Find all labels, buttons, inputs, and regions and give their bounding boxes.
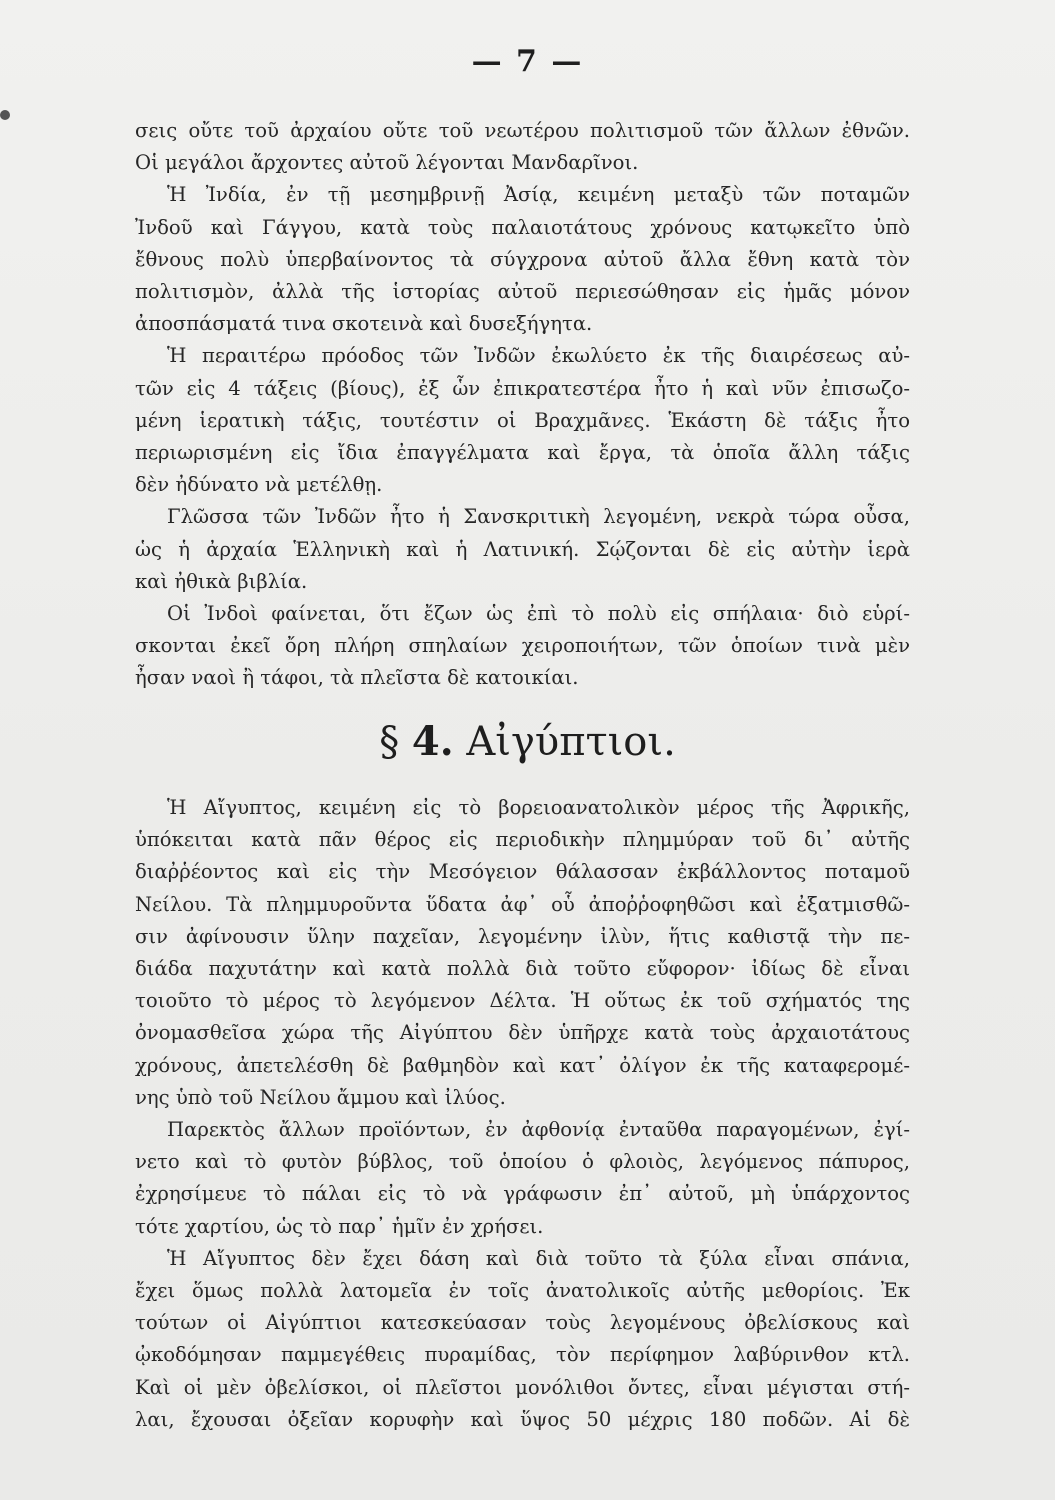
text-line: διαῤῥέοντος καὶ εἰς τὴν Μεσόγειον θάλασσαν ἐκβάλλοντος ποταμοῦ [135,860,910,884]
text-line: χρόνους, ἀπετελέσθη δὲ βαθμηδὸν καὶ κατ᾽ ὀλίγον ἐκ τῆς καταφερομέ- [135,1053,910,1077]
section-heading [0,716,1055,768]
text-line: ἀποσπάσματά τινα σκοτεινὰ καὶ δυσεξήγητα. [135,312,593,336]
text-line: ὀνομασθεῖσα χώρα τῆς Αἰγύπτου δὲν ὑπῆρχε κατὰ τοὺς ἀρχαιοτάτους [135,1021,910,1045]
text-line: Ἡ Αἴγυπτος δὲν ἔχει δάση καὶ διὰ τοῦτο τὰ ξύλα εἶναι σπάνια, [167,1246,910,1270]
text-line: σκονται ἐκεῖ ὄρη πλήρη σπηλαίων χειροποιήτων, τῶν ὁποίων τινὰ μὲν [135,634,910,658]
text-line: τότε χαρτίου, ὡς τὸ παρ᾽ ἡμῖν ἐν χρήσει. [135,1214,544,1238]
section-number: 4. [411,718,454,765]
text-line: τῶν εἰς 4 τάξεις (βίους), ἐξ ὧν ἐπικρατεστέρα ἦτο ἡ καὶ νῦν ἐπισωζο- [135,376,910,400]
text-line: ᾠκοδόμησαν παμμεγέθεις πυραμίδας, τὸν περίφημον λαβύρινθον κτλ. [135,1343,910,1367]
text-line: ὑπόκειται κατὰ πᾶν θέρος εἰς περιοδικὴν πλημμύραν τοῦ δι᾽ αὐτῆς [135,828,910,852]
text-line: ἔθνους πολὺ ὑπερβαίνοντος τὰ σύγχρονα αὐτοῦ ἄλλα ἔθνη κατὰ τὸν [135,247,910,271]
text-line: Ἡ Αἴγυπτος, κειμένη εἰς τὸ βορειοανατολικὸν μέρος τῆς Ἀφρικῆς, [167,796,910,819]
text-line: Καὶ οἱ μὲν ὀβελίσκοι, οἱ πλεῖστοι μονόλιθοι ὄντες, εἶναι μέγισται στή- [135,1375,910,1399]
text-block-india [135,115,910,695]
text-line: νετο καὶ τὸ φυτὸν βύβλος, τοῦ ὁποίου ὁ φλοιὸς, λεγόμενος πάπυρος, [135,1150,910,1174]
text-line: σεις οὔτε τοῦ ἀρχαίου οὔτε τοῦ νεωτέρου πολιτισμοῦ τῶν ἄλλων ἐθνῶν. [135,119,910,142]
text-line: μένη ἱερατικὴ τάξις, τουτέστιν οἱ Βραχμᾶνες. Ἑκάστη δὲ τάξις ἦτο [135,408,910,432]
section-sign: § [379,719,400,765]
text-line: περιωρισμένη εἰς ἴδια ἐπαγγέλματα καὶ ἔργα, τὰ ὁποῖα ἄλλη τάξις [135,441,910,465]
text-line: Οἱ Ἰνδοὶ φαίνεται, ὅτι ἔζων ὡς ἐπὶ τὸ πολὺ εἰς σπήλαια· διὸ εὑρί- [167,602,910,626]
text-line: ὡς ἡ ἀρχαία Ἑλληνικὴ καὶ ἡ Λατινική. Σῴζονται δὲ εἰς αὐτὴν ἱερὰ [135,537,910,561]
text-line: λαι, ἔχουσαι ὀξεῖαν κορυφὴν καὶ ὕψος 50 μέχρις 180 ποδῶν. Αἱ δὲ [135,1407,910,1431]
text-line: καὶ ἠθικὰ βιβλία. [135,569,308,593]
text-line: ἔχει ὅμως πολλὰ λατομεῖα ἐν τοῖς ἀνατολικοῖς αὐτῆς μεθορίοις. Ἐκ [135,1279,910,1303]
text-line: Παρεκτὸς ἄλλων προϊόντων, ἐν ἀφθονίᾳ ἐνταῦθα παραγομένων, ἐγί- [167,1118,910,1142]
text-line: τοιοῦτο τὸ μέρος τὸ λεγόμενον Δέλτα. Ἡ οὕτως ἐκ τοῦ σχήματός της [135,989,910,1013]
text-line: Οἱ μεγάλοι ἄρχοντες αὐτοῦ λέγονται Μανδαρῖνοι. [135,151,639,175]
page-number: — 7 — [471,44,584,79]
text-line: νης ὑπὸ τοῦ Νείλου ἄμμου καὶ ἰλύος. [135,1085,506,1109]
text-line: Ἡ περαιτέρω πρόοδος τῶν Ἰνδῶν ἐκωλύετο ἐκ τῆς διαιρέσεως αὐ- [167,344,910,368]
text-line: δὲν ἠδύνατο νὰ μετέλθῃ. [135,473,383,497]
text-line: Γλῶσσα τῶν Ἰνδῶν ἦτο ἡ Σανσκριτικὴ λεγομένη, νεκρὰ τώρα οὖσα, [167,505,910,529]
section-title: Αἰγύπτιοι. [466,719,676,765]
text-line: ἦσαν ναοὶ ἢ τάφοι, τὰ πλεῖστα δὲ κατοικίαι. [135,666,579,690]
text-line: σιν ἀφίνουσιν ὕλην παχεῖαν, λεγομένην ἰλὺν, ἥτις καθιστᾷ τὴν πε- [135,924,910,948]
text-line: πολιτισμὸν, ἀλλὰ τῆς ἱστορίας αὐτοῦ περιεσώθησαν εἰς ἡμᾶς μόνον [135,280,910,304]
text-line: διάδα παχυτάτην καὶ κατὰ πολλὰ διὰ τοῦτο εὔφορον· ἰδίως δὲ εἶναι [135,957,910,981]
text-line: Ἰνδοῦ καὶ Γάγγου, κατὰ τοὺς παλαιοτάτους χρόνους κατῳκεῖτο ὑπὸ [135,215,910,239]
ink-speck [0,110,10,120]
text-line: τούτων οἱ Αἰγύπτιοι κατεσκεύασαν τοὺς λεγομένους ὀβελίσκους καὶ [135,1311,910,1335]
text-line: ἐχρησίμευε τὸ πάλαι εἰς τὸ νὰ γράφωσιν ἐπ᾽ αὐτοῦ, μὴ ὑπάρχοντος [135,1182,910,1206]
text-block-egypt [135,792,910,1436]
text-line: Ἡ Ἰνδία, ἐν τῇ μεσημβρινῇ Ἀσίᾳ, κειμένη μεταξὺ τῶν ποταμῶν [167,183,910,207]
text-line: Νείλου. Τὰ πλημμυροῦντα ὕδατα ἀφ᾽ οὗ ἀποῤῥοφηθῶσι καὶ ἐξατμισθῶ- [135,892,910,916]
